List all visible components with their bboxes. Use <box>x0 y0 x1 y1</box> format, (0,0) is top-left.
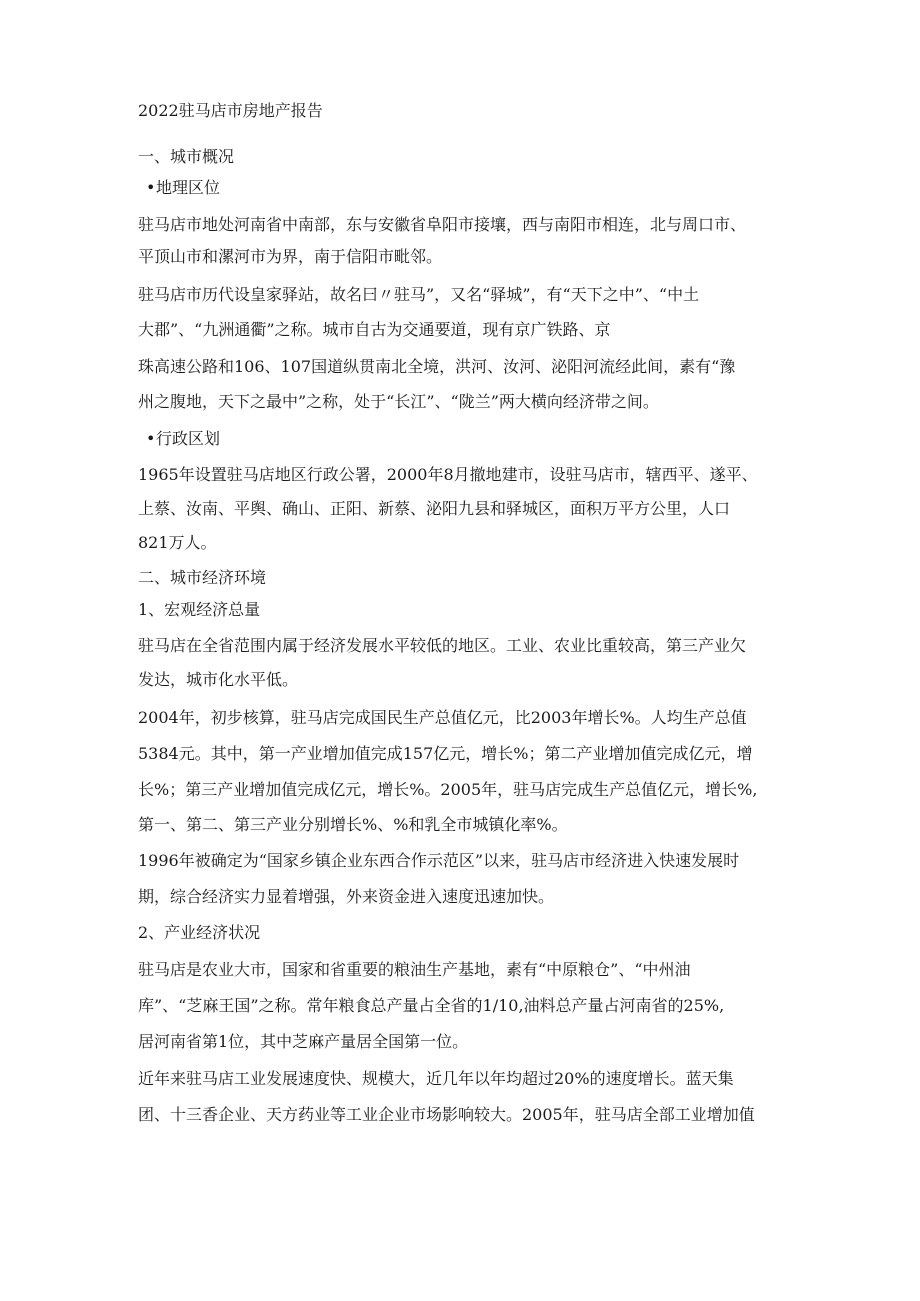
section-2-heading: 二、城市经济环境 <box>138 568 267 587</box>
subsection-1-heading: 1、宏观经济总量 <box>138 600 261 619</box>
bullet-geo-label: 地理区位 <box>156 178 221 197</box>
paragraph-line: 库”、“芝麻王国”之称。常年粮食总产量占全省的1/10,油料总产量占河南省的25%, <box>138 996 725 1015</box>
paragraph-line: 州之腹地，天下之最中”之称，处于“长江”、“陇兰”两大横向经济带之间。 <box>138 392 659 411</box>
paragraph-line: 821万人。 <box>138 533 217 552</box>
paragraph-line: 珠高速公路和106、107国道纵贯南北全境，洪河、汝河、泌阳河流经此间，素有“豫 <box>138 357 736 376</box>
paragraph-line: 2004年，初步核算，驻马店完成国民生产总值亿元，比2003年增长%。人均生产总值 <box>138 708 747 727</box>
paragraph-line: 驻马店是农业大市，国家和省重要的粮油生产基地，素有“中原粮仓”、“中州油 <box>138 960 691 979</box>
bullet-dot: • <box>146 429 156 448</box>
paragraph-line: 5384元。其中，第一产业增加值完成157亿元，增长%；第二产业增加值完成亿元，增 <box>138 744 753 763</box>
paragraph-line: 近年来驻马店工业发展速度快、规模大，近几年以年均超过20%的速度增长。蓝天集 <box>138 1069 734 1088</box>
paragraph-line: 驻马店市地处河南省中南部，东与安徽省阜阳市接壤，西与南阳市相连，北与周口市、 <box>138 215 747 234</box>
section-1-heading: 一、城市概况 <box>138 147 235 166</box>
paragraph-line: 大郡”、“九洲通衢”之称。城市自古为交通要道，现有京广铁路、京 <box>138 320 611 339</box>
paragraph-line: 驻马店市历代设皇家驿站，故名曰〃驻马”，又名“驿城”，有“天下之中”、“中土 <box>138 285 700 304</box>
subsection-2-heading: 2、产业经济状况 <box>138 923 261 942</box>
paragraph-line: 发达，城市化水平低。 <box>138 670 299 689</box>
paragraph-line: 期，综合经济实力显着增强，外来资金进入速度迅速加快。 <box>138 887 555 906</box>
bullet-admin <box>138 429 220 449</box>
paragraph-line: 团、十三香企业、天方药业等工业企业市场影响较大。2005年，驻马店全部工业增加值 <box>138 1105 755 1124</box>
paragraph-line: 1965年设置驻马店地区行政公署，2000年8月撤地建市，设驻马店市，辖西平、遂平、 <box>138 465 758 484</box>
paragraph-line: 1996年被确定为“国家乡镇企业东西合作示范区”以来，驻马店市经济进入快速发展时 <box>138 851 740 870</box>
bullet-geo <box>138 178 220 198</box>
document-title: 2022驻马店市房地产报告 <box>138 101 323 120</box>
bullet-dot: • <box>146 178 156 197</box>
paragraph-line: 第一、第二、第三产业分别增长%、%和乳全市城镇化率%。 <box>138 815 568 834</box>
bullet-admin-label: 行政区划 <box>156 429 221 448</box>
paragraph-line: 平顶山市和漯河市为界，南于信阳市毗邻。 <box>138 247 443 266</box>
paragraph-line: 长%；第三产业增加值完成亿元，增长%。2005年，驻马店完成生产总值亿元，增长%, <box>138 780 758 799</box>
paragraph-line: 驻马店在全省范围内属于经济发展水平较低的地区。工业、农业比重较高，第三产业欠 <box>138 636 747 655</box>
paragraph-line: 上蔡、汝南、平舆、确山、正阳、新蔡、泌阳九县和驿城区，面积万平方公里，人口 <box>138 499 731 518</box>
paragraph-line: 居河南省第1位，其中芝麻产量居全国第一位。 <box>138 1032 469 1051</box>
